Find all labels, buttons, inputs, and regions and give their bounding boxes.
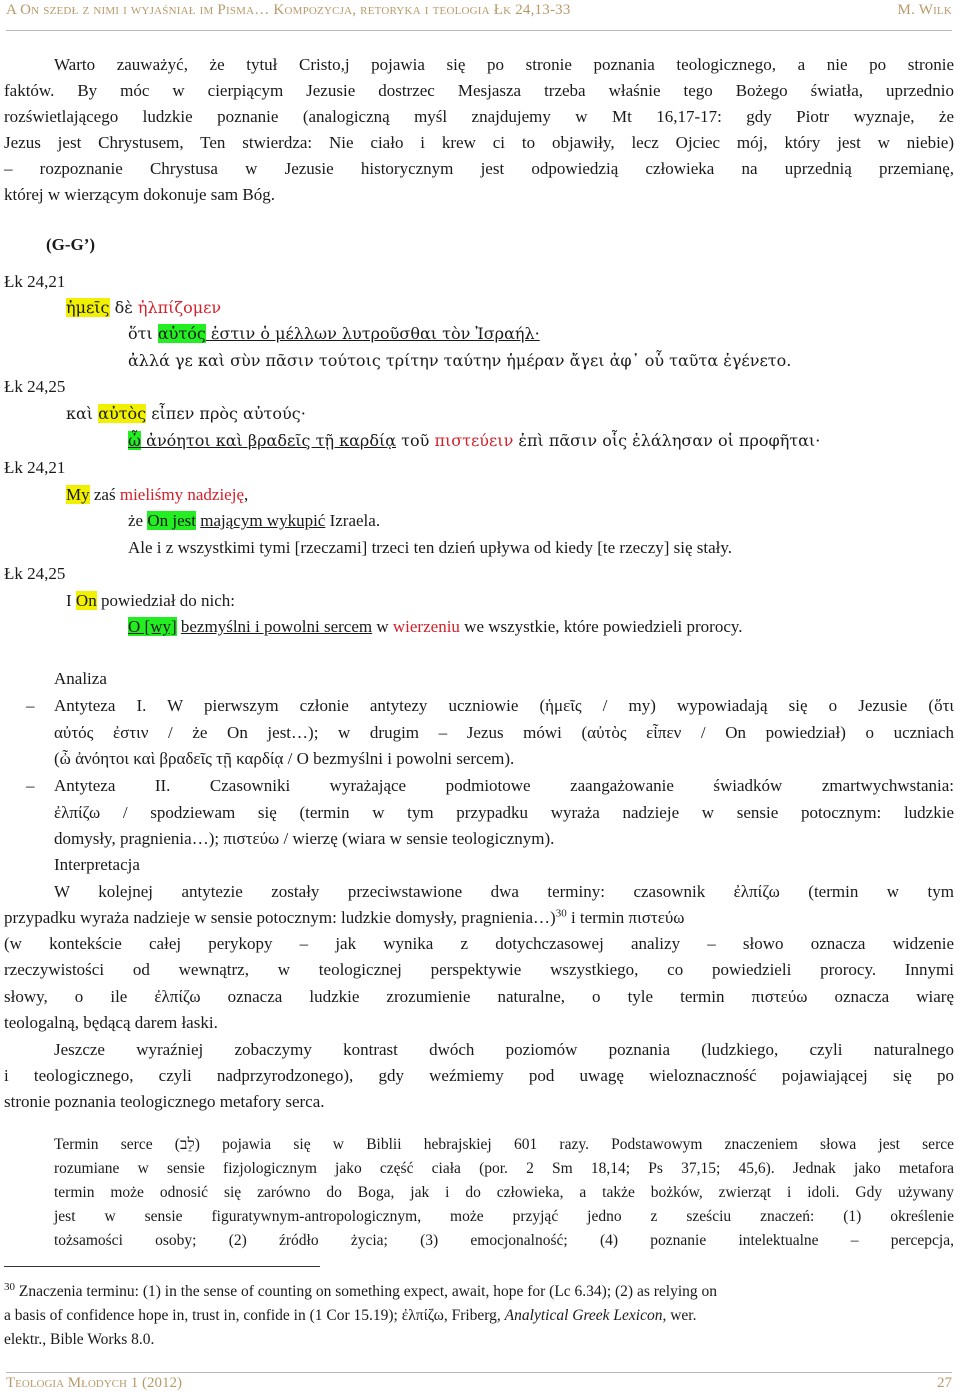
analysis-line-1: Antyteza I. W pierwszym członie antytezy uczniowie (ἡμεῖς / my) wypowiadają się o Jezusie (ὅτι — [54, 696, 954, 715]
interp-line-9: stronie poznania teologicznego metafory serca. — [4, 1092, 325, 1111]
greek-line-3: ἀλλά γε καὶ σὺν πᾶσιν τούτοις τρίτην ταύτην ἡμέραν ἄγει ἀφ᾽ οὗ ταῦτα ἐγένετο. — [128, 351, 792, 370]
box-line-3: termin może odnosić się zarówno do Boga, jak i do człowieka, a także bożków, zwierząt i idoli. Gdy używany — [54, 1184, 954, 1201]
box-line-5: tożsamości osoby; (2) źródło życia; (3) emocjonalność; (4) poznanie intelektualne – percepcja, — [54, 1232, 954, 1249]
box-line-1: Termin serce (לֵב) pojawia się w Biblii hebrajskiej 601 razy. Podstawowym znaczeniem słowa jest serce — [54, 1136, 954, 1153]
ref-lk-24-21: Łk 24,21 — [4, 272, 66, 291]
running-author: M. Wilk — [897, 2, 952, 18]
page-header — [6, 0, 952, 31]
running-title: A On szedł z nimi i wyjaśniał im Pisma… Kompozycja, retoryka i teologia Łk 24,13-33 — [6, 2, 571, 18]
greek-line-2: ὅτι αὐτός ἐστιν ὁ μέλλων λυτροῦσθαι τὸν Ἰσραήλ· — [128, 324, 540, 343]
section-label: (G-G’) — [46, 235, 96, 254]
intro-line-2: faktów. By móc w cierpiącym Jezusie dostrzec Mesjasza trzeba właśnie tego Bożego światła, uprzednio — [4, 81, 954, 100]
intro-line-4: Jezus jest Chrystusem, Ten stwierdza: Nie ciało i krew ci to objawiły, lecz Ojciec mój, który jest w niebie) — [4, 133, 954, 152]
polish-line-5: O [wy] bezmyślni i powolni sercem w wierzeniu we wszystkie, które powiedzieli prorocy. — [128, 617, 743, 636]
bullet-dash: – — [26, 696, 35, 715]
interp-line-2: przypadku wyraża nadzieje w sensie potocznym: ludzkie domysły, pragnienia…)$^{30}$ i termin πιστεύω — [4, 907, 685, 927]
intro-line-5: – rozpoznanie Chrystusa w Jezusie historycznym jest odpowiedzią człowieka na uprzednią przemianę, — [4, 159, 954, 178]
page-number: 27 — [937, 1375, 952, 1391]
greek-elpizomen: ἠλπίζομεν — [137, 298, 222, 317]
interp-label: Interpretacja — [54, 855, 140, 874]
greek-line-5: ὦ ἀνόητοι καὶ βραδεῖς τῇ καρδίᾳ τοῦ πιστεύειν ἐπὶ πᾶσιν οἷς ἐλάλησαν οἱ προφῆται· — [128, 431, 821, 450]
ref-lk-24-25: Łk 24,25 — [4, 377, 66, 396]
greek-line-1: ἡμεῖς δὲ ἠλπίζομεν — [66, 298, 222, 317]
analysis-line-2: αὐτός ἐστιν / że On jest…); w drugim – Jezus mówi (αὐτὸς εἶπεν / On powiedział) o uczniach — [54, 723, 954, 742]
greek-autos: αὐτός — [157, 324, 206, 343]
interp-line-1: W kolejnej antytezie zostały przeciwstawione dwa terminy: czasownik ἐλπίζω (termin w tym — [54, 882, 954, 901]
page-footer — [6, 1372, 952, 1395]
intro-line-3: rozświetlającego ludzkie poznanie (analogiczną myśl znajdujemy w Mt 16,17-17: gdy Piotr wyznaje, że — [4, 107, 954, 126]
ref-lk-24-21-pl: Łk 24,21 — [4, 458, 66, 477]
analysis-label: Analiza — [54, 669, 107, 688]
greek-hemeis: ἡμεῖς — [66, 298, 110, 317]
box-line-2: rozumiane w sensie fizjologicznym jako część ciała (por. 2 Sm 18,14; Ps 37,15; 45,6). Jednak jako metafora — [54, 1160, 954, 1177]
footnote-line-1: $^{30}$ Znaczenia terminu: (1) in the sense of counting on something expect, await, hope for (Lc 6.34); (2) as relying on — [4, 1280, 718, 1300]
footnote-line-2: a basis of confidence hope in, trust in, confide in (1 Cor 15.19); ἐλπίζω, Friberg, Analytical Greek Lexicon, wer. — [4, 1307, 697, 1324]
polish-line-3: Ale i z wszystkimi tymi [rzeczami] trzeci ten dzień upływa od kiedy [te rzeczy] się stały. — [128, 538, 733, 557]
box-line-4: jest w sensie figuratywnym-antropologicznym, może przyjąć jedno z sześciu znaczeń: (1) określenie — [54, 1208, 954, 1225]
intro-line-1: Warto zauważyć, że tytuł Cristo,j pojawia się po stronie poznania teologicznego, a nie po stronie — [54, 55, 954, 74]
interp-line-6: teologalną, będącą darem łaski. — [4, 1013, 218, 1032]
analysis-line-4: Antyteza II. Czasowniki wyrażające podmiotowe zaangażowanie świadków zmartwychwstania: — [54, 776, 954, 795]
bullet-dash: – — [26, 776, 35, 795]
interp-line-8: i teologicznego, czyli nadprzyrodzonego), gdy weźmiemy pod uwagę wieloznaczność pojawiającej się po — [4, 1066, 954, 1085]
greek-autos-2: αὐτὸς — [98, 404, 147, 423]
interp-line-5: słowy, o ile ἐλπίζω oznacza ludzkie zrozumienie naturalne, o tyle termin πιστεύω oznacza wiarę — [4, 987, 954, 1006]
ref-lk-24-25-pl: Łk 24,25 — [4, 564, 66, 583]
greek-line-4: καὶ αὐτὸς εἶπεν πρὸς αὐτούς· — [66, 404, 306, 423]
analysis-line-6: domysły, pragnienia…); πιστεύω / wierzę (wiara w sensie teologicznym). — [54, 829, 555, 848]
interp-line-3: (w kontekście całej perykopy – jak wynika z dotychczasowej analizy – słowo oznacza widzenie — [4, 934, 954, 953]
footnote-line-3: elektr., Bible Works 8.0. — [4, 1331, 155, 1348]
polish-line-4: I On powiedział do nich: — [66, 591, 236, 610]
analysis-line-3: (ὦ ἀνόητοι καὶ βραδεῖς τῇ καρδίᾳ / O bezmyślni i powolni sercem). — [54, 749, 515, 768]
journal-name: Teologia Młodych 1 (2012) — [6, 1375, 182, 1391]
footnote-separator — [4, 1266, 320, 1267]
analysis-line-5: ἐλπίζω / spodziewam się (termin w tym przypadku wyraża nadzieje w sensie potocznym: ludzkie — [54, 803, 954, 822]
polish-line-1: My zaś mieliśmy nadzieję, — [66, 485, 249, 504]
polish-line-2: że On jest mającym wykupić Izraela. — [128, 511, 381, 530]
interp-line-4: rzeczywistości od wewnątrz, w teologicznej perspektywie wszystkiego, co powiedzieli prorocy. Innymi — [4, 960, 954, 979]
interp-line-7: Jeszcze wyraźniej zobaczymy kontrast dwóch poziomów poznania (ludzkiego, czyli naturalnego — [54, 1040, 954, 1059]
footnote-number: 30 — [4, 1280, 15, 1293]
footnote-ref[interactable]: 30 — [555, 907, 567, 920]
intro-line-6: której w wierzącym dokonuje sam Bóg. — [4, 185, 275, 204]
